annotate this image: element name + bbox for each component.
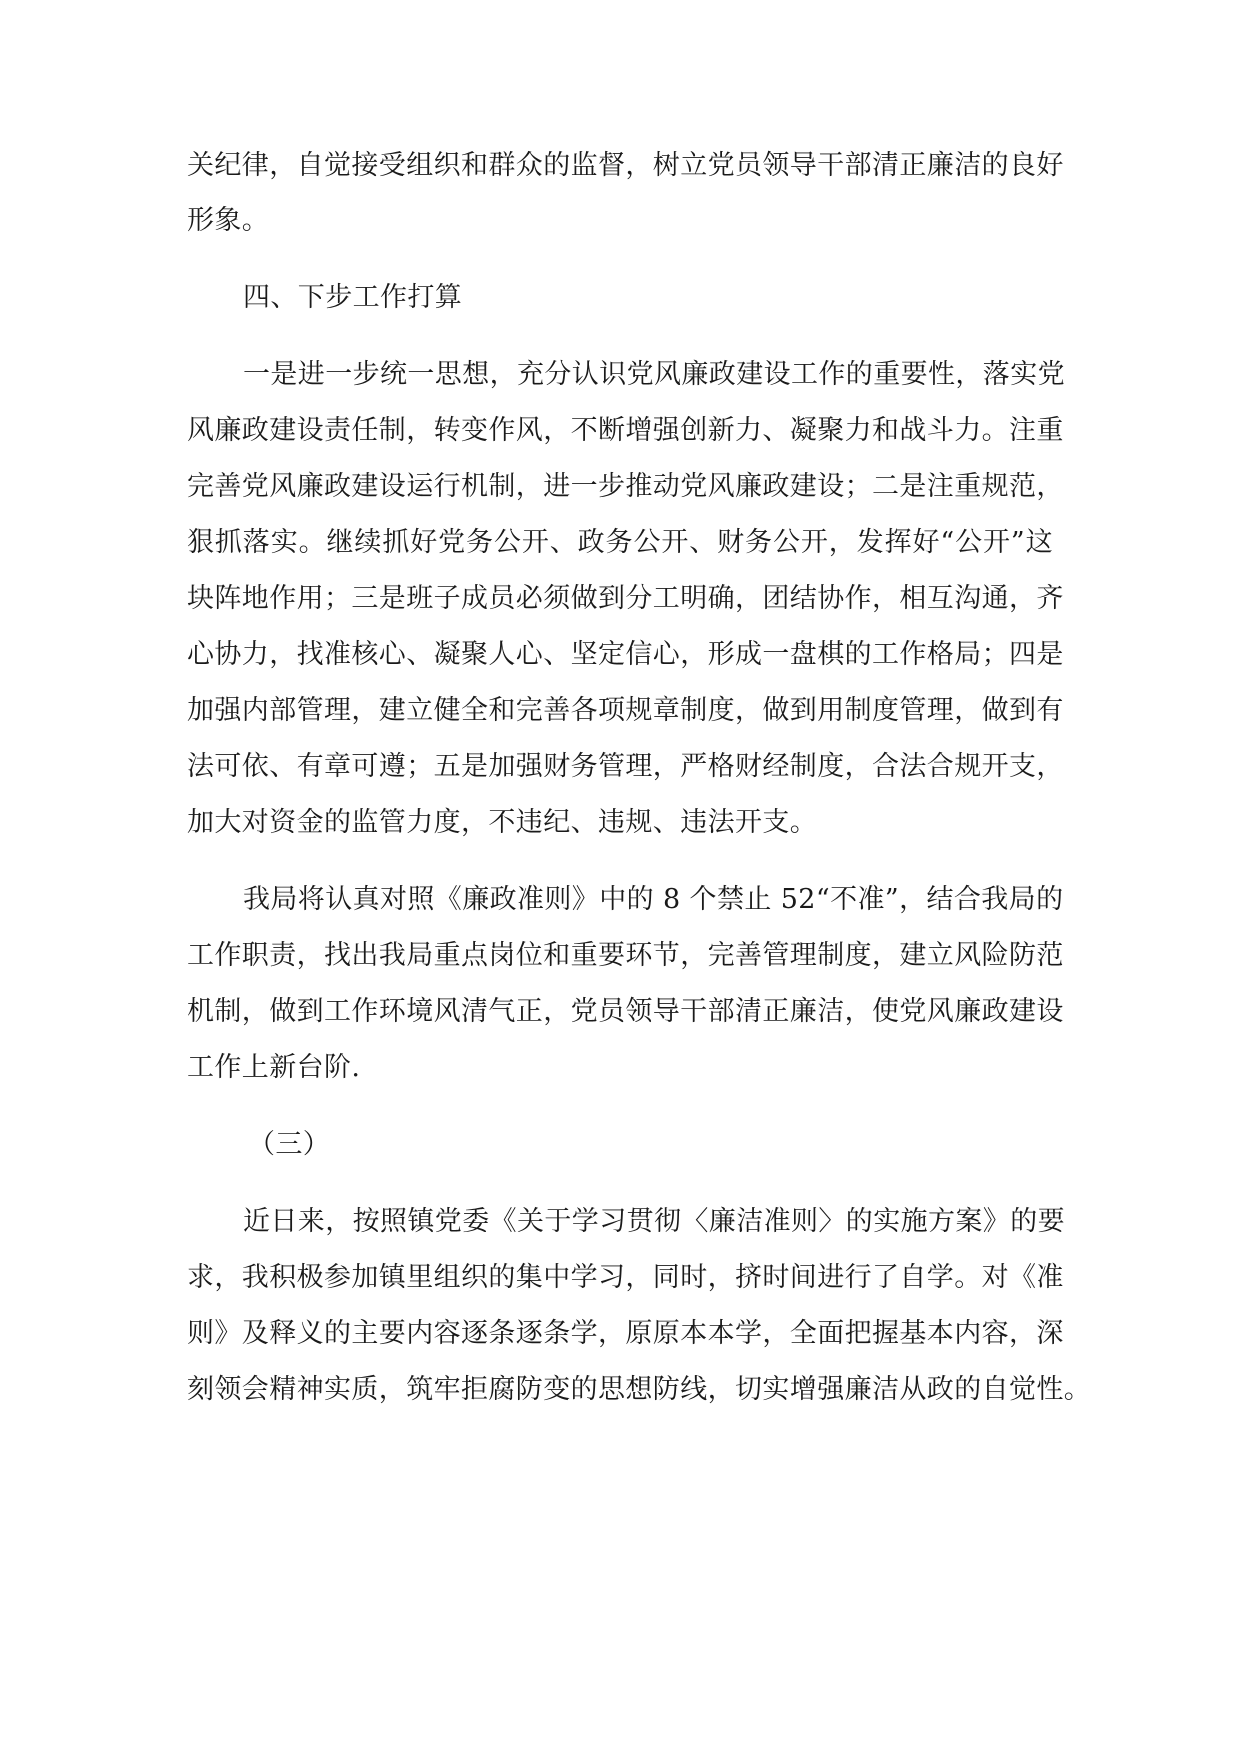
paragraph-line: 工作职责，找出我局重点岗位和重要环节，完善管理制度，建立风险防范 xyxy=(187,940,1064,971)
paragraph-line: 一是进一步统一思想，充分认识党风廉政建设工作的重要性，落实党 xyxy=(243,359,1065,390)
section-heading: 四、下步工作打算 xyxy=(243,282,463,313)
paragraph-line: 工作上新台阶. xyxy=(187,1052,361,1083)
paragraph-line: 形象。 xyxy=(187,205,270,236)
section-marker: （三） xyxy=(248,1129,331,1160)
paragraph-line: 块阵地作用；三是班子成员必须做到分工明确，团结协作，相互沟通，齐 xyxy=(187,583,1064,614)
paragraph-line: 完善党风廉政建设运行机制，进一步推动党风廉政建设；二是注重规范， xyxy=(187,471,1064,502)
paragraph-line: 法可依、有章可遵；五是加强财务管理，严格财经制度，合法合规开支， xyxy=(187,751,1064,782)
paragraph-line: 求，我积极参加镇里组织的集中学习，同时，挤时间进行了自学。对《准 xyxy=(187,1262,1064,1293)
paragraph-line: 机制，做到工作环境风清气正，党员领导干部清正廉洁，使党风廉政建设 xyxy=(187,996,1064,1027)
paragraph-line: 加强内部管理，建立健全和完善各项规章制度，做到用制度管理，做到有 xyxy=(187,695,1064,726)
paragraph-line: 刻领会精神实质，筑牢拒腐防变的思想防线，切实增强廉洁从政的自觉性。 xyxy=(187,1374,1092,1405)
document-page xyxy=(187,0,1092,1753)
paragraph-line: 关纪律，自觉接受组织和群众的监督，树立党员领导干部清正廉洁的良好 xyxy=(187,150,1064,181)
paragraph-line: 近日来，按照镇党委《关于学习贯彻〈廉洁准则〉的实施方案》的要 xyxy=(243,1206,1065,1237)
paragraph-line: 狠抓落实。继续抓好党务公开、政务公开、财务公开，发挥好“公开”这 xyxy=(187,527,1053,558)
paragraph-line: 加大对资金的监管力度，不违纪、违规、违法开支。 xyxy=(187,807,818,838)
paragraph-line: 则》及释义的主要内容逐条逐条学，原原本本学，全面把握基本内容，深 xyxy=(187,1318,1064,1349)
paragraph-line: 心协力，找准核心、凝聚人心、坚定信心，形成一盘棋的工作格局；四是 xyxy=(187,639,1064,670)
paragraph-line: 我局将认真对照《廉政准则》中的 8 个禁止 52“不准”，结合我局的 xyxy=(243,884,1064,915)
paragraph-line: 风廉政建设责任制，转变作风，不断增强创新力、凝聚力和战斗力。注重 xyxy=(187,415,1064,446)
